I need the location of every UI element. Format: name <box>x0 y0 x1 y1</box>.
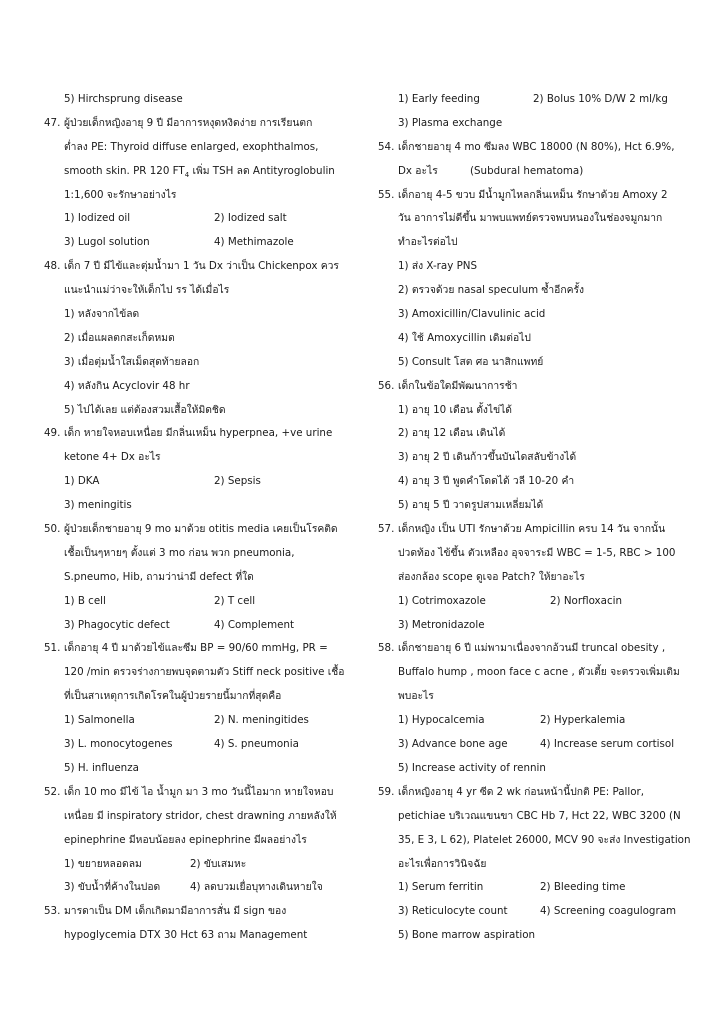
option: 3) meningitis <box>64 499 132 512</box>
option: 4) อายุ 3 ปี พูดคำโดดได้ วลี 10-20 คำ <box>398 475 575 488</box>
left-column <box>44 88 360 948</box>
question-59-line: petichiae บริเวณแขนขา CBC Hb 7, Hct 22, WBC 3200 (N <box>398 809 681 822</box>
question-48-number: 48. <box>44 260 61 273</box>
option: 4) ลดบวมเยื่อบุทางเดินหายใจ <box>190 881 323 894</box>
option: 2) Sepsis <box>214 475 261 488</box>
question-54-line: Dx อะไร (Subdural hematoma) <box>378 160 708 184</box>
question-55-number: 55. <box>378 188 395 201</box>
option: 1) Hypocalcemia <box>398 714 485 727</box>
option: 2) ตรวจด้วย nasal speculum ซ้ำอีกครั้ง <box>398 284 585 297</box>
question-52-options-row <box>44 853 360 877</box>
option: 1) ส่ง X-ray PNS <box>398 260 478 273</box>
option: 2) T cell <box>214 594 256 607</box>
question-59-line: อะไรเพื่อการวินิจฉัย <box>398 857 487 870</box>
option: 3) L. monocytogenes <box>64 738 173 751</box>
question-59-options-row <box>378 900 708 924</box>
option: 1) Iodized oil <box>64 212 131 225</box>
question-53-line: 53. มารดาเป็น DM เด็กเกิดมามีอาการสั่น มี sign ของ <box>44 900 360 924</box>
option: 2) ขับเสมหะ <box>190 857 247 870</box>
question-49-number: 49. <box>44 427 61 440</box>
option: 1) Serum ferritin <box>398 881 484 894</box>
option: 3) Reticulocyte count <box>398 905 508 918</box>
question-57-line: ส่องกล้อง scope ดูเจอ Patch? ให้ยาอะไร <box>398 570 585 583</box>
option: 5) Consult โสต ศอ นาสิกแพทย์ <box>398 355 544 368</box>
option: 1) Cotrimoxazole <box>398 594 486 607</box>
question-52-line: เหนื่อย มี inspiratory stridor, chest drawning ภายหลังให้ <box>64 809 337 822</box>
option: 5) อายุ 5 ปี วาดรูปสามเหลี่ยมได้ <box>398 499 544 512</box>
question-57-number: 57. <box>378 523 395 536</box>
question-48-line: 48. เด็ก 7 ปี มีไข้และตุ่มน้ำมา 1 วัน Dx ว่าเป็น Chickenpox ควร <box>44 255 360 279</box>
question-59-line: 35, E 3, L 62), Platelet 26000, MCV 90 จะส่ง Investigation <box>398 833 691 846</box>
question-58-line: 58. เด็กชายอายุ 6 ปี แม่พามาเนื่องจากอ้วนมี truncal obesity , <box>378 637 708 661</box>
option: 1) B cell <box>64 594 106 607</box>
option: 4) หลังกิน Acyclovir 48 hr <box>64 379 190 392</box>
question-53-options-row <box>378 88 708 112</box>
question-53-line: hypoglycemia DTX 30 Hct 63 ถาม Management <box>64 929 308 942</box>
question-56-number: 56. <box>378 379 395 392</box>
answer-note: (Subdural hematoma) <box>470 164 584 177</box>
question-51-line: 120 /min ตรวจร่างกายพบจุดตามตัว Stiff neck positive เชื้อ <box>64 666 345 679</box>
option: 3) เมื่อตุ่มน้ำใสเม็ดสุดท้ายลอก <box>64 355 200 368</box>
question-50-line: 50. ผู้ป่วยเด็กชายอายุ 9 mo มาด้วย otitis media เคยเป็นโรคติด <box>44 518 360 542</box>
question-57-options-row <box>378 590 708 614</box>
option: 4) ใช้ Amoxycillin เดิมต่อไป <box>398 331 531 344</box>
question-47-options-row <box>44 231 360 255</box>
question-48-line: แนะนำแม่ว่าจะให้เด็กไป รร ได้เมื่อไร <box>64 284 230 297</box>
option: 5) ไปได้เลย แต่ต้องสวมเสื้อให้มิดชิด <box>64 403 226 416</box>
question-57-line: 57. เด็กหญิง เป็น UTI รักษาด้วย Ampicillin ครบ 14 วัน จากนั้น <box>378 518 708 542</box>
option: 4) Increase serum cortisol <box>540 738 675 751</box>
question-52-options-row <box>44 876 360 900</box>
option: 2) Norfloxacin <box>550 594 622 607</box>
question-51-line: 51. เด็กอายุ 4 ปี มาด้วยไข้และซึม BP = 90/60 mmHg, PR = <box>44 637 360 661</box>
option: 5) Increase activity of rennin <box>398 761 546 774</box>
question-51-options-row <box>44 709 360 733</box>
question-47-line: smooth skin. PR 120 $FT_4$ เพิ่ม TSH ลด Antityroglobulin <box>64 164 335 179</box>
option: 5) Bone marrow aspiration <box>398 929 536 942</box>
option: 2) N. meningitides <box>214 714 309 727</box>
option: 4) Complement <box>214 618 295 631</box>
question-50-line: S.pneumo, Hib, ถามว่าน่ามี defect ที่ใด <box>64 570 254 583</box>
option: 3) Advance bone age <box>398 738 508 751</box>
question-58-line: พบอะไร <box>398 690 434 703</box>
question-47-line: 1:1,600 จะรักษาอย่างไร <box>64 188 177 201</box>
option: 1) DKA <box>64 475 100 488</box>
question-49-options-row <box>44 470 360 494</box>
question-47-options-row <box>44 207 360 231</box>
option: 5) H. influenza <box>64 761 139 774</box>
question-58-options-row <box>378 733 708 757</box>
question-58-number: 58. <box>378 642 395 655</box>
option: 3) Amoxicillin/Clavulinic acid <box>398 308 546 321</box>
option: 2) Hyperkalemia <box>540 714 626 727</box>
question-55-line: วัน อาการไม่ดีขึ้น มาพบแพทย์ตรวจพบหนองในช่องจมูกมาก <box>398 212 663 225</box>
option: 4) Methimazole <box>214 236 294 249</box>
question-55-line: 55. เด็กอายุ 4-5 ขวบ มีน้ำมูกไหลกลิ่นเหม็น รักษาด้วย Amoxy 2 <box>378 184 708 208</box>
option: 3) Phagocytic defect <box>64 618 170 631</box>
question-55-line: ทำอะไรต่อไป <box>398 236 458 249</box>
question-54-line: 54. เด็กชายอายุ 4 mo ซึมลง WBC 18000 (N 80%), Hct 6.9%, <box>378 136 708 160</box>
question-47-line: 47. ผู้ป่วยเด็กหญิงอายุ 9 ปี มีอาการหงุดหงิดง่าย การเรียนตก <box>44 112 360 136</box>
question-47-line: ต่ำลง PE: Thyroid diffuse enlarged, exophthalmos, <box>64 140 319 153</box>
question-51-number: 51. <box>44 642 61 655</box>
option: 3) ขับน้ำที่ค้างในปอด <box>64 881 161 894</box>
question-52-number: 52. <box>44 785 61 798</box>
question-58-options-row <box>378 709 708 733</box>
option: 2) Bolus 10% D/W 2 ml/kg <box>533 93 668 105</box>
question-57-line: ปวดท้อง ไข้ขึ้น ตัวเหลือง อุจจาระมี WBC = 1-5, RBC > 100 <box>398 546 676 559</box>
option: 2) อายุ 12 เดือน เดินได้ <box>398 427 506 440</box>
question-50-options-row <box>44 590 360 614</box>
question-51-options-row <box>44 733 360 757</box>
option: 1) หลังจากไข้ลด <box>64 308 140 321</box>
question-49-line: ketone 4+ Dx อะไร <box>64 451 161 464</box>
option: 1) Salmonella <box>64 714 135 727</box>
option: 1) Early feeding <box>398 93 480 105</box>
question-52-line: 52. เด็ก 10 mo มีไข้ ไอ น้ำมูก มา 3 mo วันนี้ไอมาก หายใจหอบ <box>44 781 360 805</box>
option: 4) Screening coagulogram <box>540 905 677 918</box>
option: 2) Iodized salt <box>214 212 287 225</box>
right-column <box>378 88 708 948</box>
question-47-number: 47. <box>44 116 61 129</box>
question-50-line: เชื้อเป็นๆหายๆ ตั้งแต่ 3 mo ก่อน พวก pneumonia, <box>64 546 295 559</box>
option: 3) Lugol solution <box>64 236 150 249</box>
option: 3) Plasma exchange <box>398 116 503 129</box>
option: 3) อายุ 2 ปี เดินก้าวขึ้นบันไดสลับข้างได้ <box>398 451 577 464</box>
question-59-number: 59. <box>378 785 395 798</box>
question-59-options-row <box>378 876 708 900</box>
question-52-line: epinephrine มีหอบน้อยลง epinephrine มีผลอย่างไร <box>64 833 307 846</box>
question-59-line: 59. เด็กหญิงอายุ 4 yr ซีด 2 wk ก่อนหน้านี้ปกติ PE: Pallor, <box>378 781 708 805</box>
option: 3) Metronidazole <box>398 618 485 631</box>
question-50-number: 50. <box>44 523 61 536</box>
option: 2) Bleeding time <box>540 881 626 894</box>
question-56-line: 56. เด็กในข้อใดมีพัฒนาการช้า <box>378 375 708 399</box>
option: 1) อายุ 10 เดือน ตั้งไข่ได้ <box>398 403 512 416</box>
option: 4) S. pneumonia <box>214 738 299 751</box>
q46-option-5: 5) Hirchsprung disease <box>64 93 183 105</box>
question-54-number: 54. <box>378 140 395 153</box>
question-53-number: 53. <box>44 905 61 918</box>
option: 1) ขยายหลอดลม <box>64 857 142 870</box>
question-51-line: ที่เป็นสาเหตุการเกิดโรคในผู้ป่วยรายนี้มากที่สุดคือ <box>64 690 282 703</box>
question-50-options-row <box>44 614 360 638</box>
question-58-line: Buffalo hump , moon face c acne , ตัวเตี้ย จะตรวจเพิ่มเติม <box>398 666 680 679</box>
option: 2) เมื่อแผลตกสะเก็ดหมด <box>64 331 175 344</box>
question-49-line: 49. เด็ก หายใจหอบเหนื่อย มีกลิ่นเหม็น hyperpnea, +ve urine <box>44 422 360 446</box>
